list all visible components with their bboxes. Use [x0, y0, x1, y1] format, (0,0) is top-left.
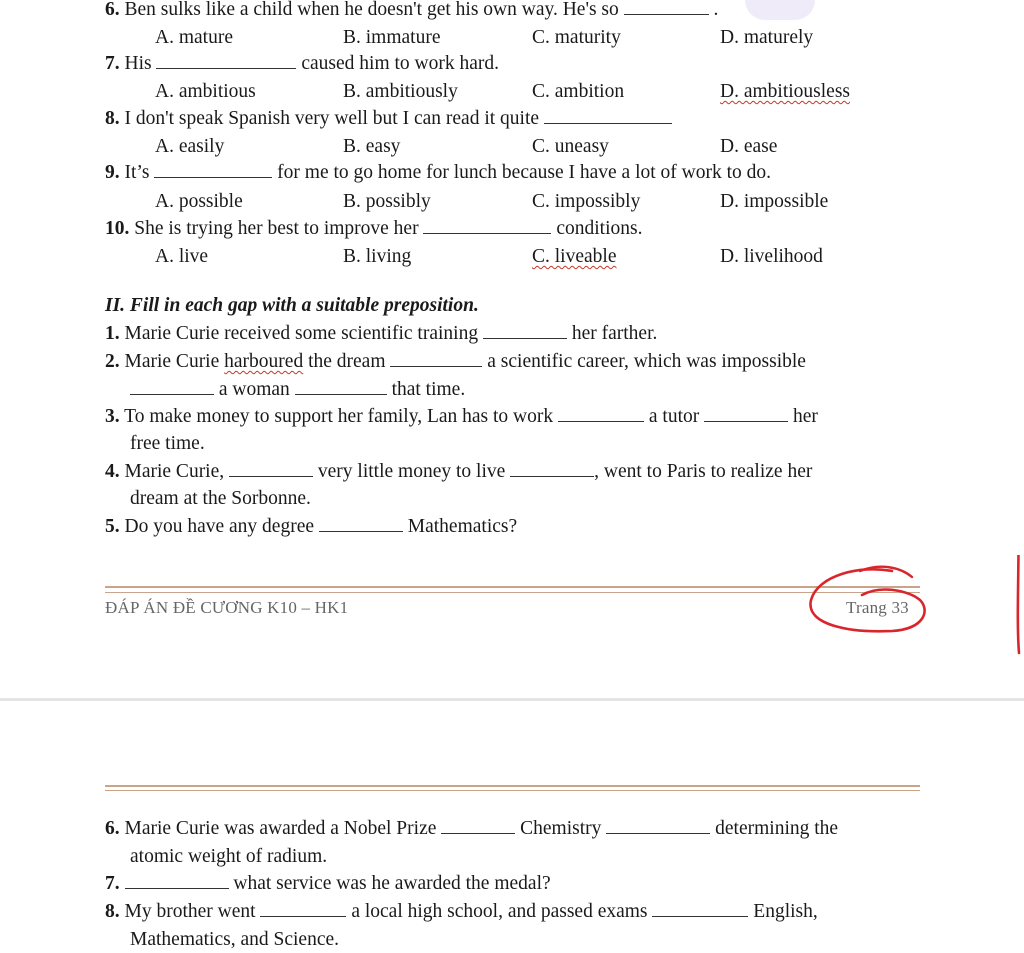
prep-question-2: [105, 350, 806, 374]
answer-blank: [544, 107, 672, 124]
prep-question-4: [105, 460, 812, 484]
option-b: B. possibly: [343, 191, 431, 212]
question-7: [105, 52, 499, 76]
option-c: C. ambition: [532, 81, 625, 102]
option-b: B. immature: [343, 27, 441, 48]
option-d: D. impossible: [720, 191, 829, 212]
answer-blank: [319, 515, 403, 532]
answer-blank: [156, 52, 296, 69]
header-rule: [105, 785, 920, 787]
question-number: 7.: [105, 873, 120, 894]
question-text-a: My brother went: [124, 901, 256, 922]
question-text-post: conditions.: [556, 218, 643, 239]
answer-blank: [295, 378, 387, 395]
answer-blank: [154, 161, 272, 178]
question-text-e: a woman: [218, 379, 290, 400]
footer-rule: [105, 586, 920, 588]
question-text-b: a local high school, and passed exams: [351, 901, 648, 922]
question-text: I don't speak Spanish very well but I can read it quite: [124, 108, 540, 129]
question-text-b: a tutor: [648, 406, 700, 427]
answer-blank: [390, 350, 482, 367]
highlight-smear: [745, 0, 815, 20]
question-text-a: what service was he awarded the medal?: [233, 873, 551, 894]
question-text-pre: She is trying her best to improve her: [134, 218, 419, 239]
question-text-pre: It’s: [124, 162, 150, 183]
answer-blank: [606, 817, 710, 834]
question-text-d: a scientific career, which was impossible: [487, 351, 806, 372]
option-b: B. easy: [343, 136, 401, 157]
answer-blank: [229, 460, 313, 477]
question-end: .: [713, 0, 719, 20]
question-number: 10.: [105, 218, 130, 239]
option-b: B. ambitiously: [343, 81, 458, 102]
question-number: 2.: [105, 351, 120, 372]
prep-question-1: [105, 322, 657, 346]
question-number: 4.: [105, 461, 120, 482]
option-d: D. livelihood: [720, 246, 823, 267]
option-a: A. ambitious: [155, 81, 256, 102]
question-number: 7.: [105, 53, 120, 74]
answer-blank: [130, 378, 214, 395]
prep-question-6: [105, 817, 838, 841]
prep-question-3: [105, 405, 818, 429]
question-text-post: caused him to work hard.: [301, 53, 500, 74]
option-c: C. maturity: [532, 27, 621, 48]
question-text-c: the dream: [308, 351, 386, 372]
answer-blank: [704, 405, 788, 422]
question-text: Ben sulks like a child when he doesn't get his own way. He's so: [124, 0, 619, 20]
question-text-a: To make money to support her family, Lan has to work: [124, 406, 554, 427]
prep-question-8-cont: Mathematics, and Science.: [130, 929, 340, 950]
question-text-pre: His: [124, 53, 152, 74]
option-d: D. ease: [720, 136, 778, 157]
question-number: 6.: [105, 818, 120, 839]
question-text-post: for me to go home for lunch because I have a lot of work to do.: [277, 162, 772, 183]
question-6: [105, 0, 718, 22]
option-c: C. uneasy: [532, 136, 609, 157]
answer-blank: [125, 872, 229, 889]
option-d: D. maturely: [720, 27, 814, 48]
option-c: C. impossibly: [532, 191, 641, 212]
option-d: D. ambitiousless: [720, 81, 850, 102]
prep-question-7: [105, 872, 551, 896]
answer-blank: [483, 322, 567, 339]
question-text-a: Marie Curie was awarded a Nobel Prize: [124, 818, 437, 839]
question-text-c: determining the: [715, 818, 839, 839]
question-text-post: her farther.: [571, 323, 658, 344]
question-text-pre: Marie Curie received some scientific training: [124, 323, 479, 344]
footer-title: ĐÁP ÁN ĐỀ CƯƠNG K10 – HK1: [105, 598, 349, 617]
question-text-c: her: [793, 406, 818, 427]
question-number: 5.: [105, 516, 120, 537]
question-number: 6.: [105, 0, 120, 20]
answer-blank: [510, 460, 594, 477]
answer-blank: [624, 0, 709, 15]
question-text-c: English,: [753, 901, 818, 922]
prep-question-6-cont: atomic weight of radium.: [130, 846, 328, 867]
question-number: 9.: [105, 162, 120, 183]
question-text-b: Mathematics?: [407, 516, 518, 537]
question-text-b: Chemistry: [520, 818, 602, 839]
header-rule-thin: [105, 790, 920, 791]
footer-rule-thin: [105, 592, 920, 593]
option-a: A. live: [155, 246, 209, 267]
answer-blank: [423, 217, 551, 234]
prep-question-8: [105, 900, 818, 924]
answer-blank: [260, 900, 346, 917]
question-text-a: Marie Curie: [124, 351, 220, 372]
prep-question-2-cont: [130, 378, 465, 402]
pen-annotation-icon: [800, 555, 1024, 665]
question-text-a: Do you have any degree: [124, 516, 315, 537]
question-text-b: very little money to live: [317, 461, 506, 482]
option-a: A. possible: [155, 191, 243, 212]
question-number: 8.: [105, 901, 120, 922]
question-8: [105, 107, 672, 131]
option-a: A. mature: [155, 27, 233, 48]
prep-question-5: [105, 515, 517, 539]
question-text-a: Marie Curie,: [124, 461, 225, 482]
answer-blank: [558, 405, 644, 422]
option-b: B. living: [343, 246, 412, 267]
question-text-f: that time.: [391, 379, 466, 400]
question-number: 1.: [105, 323, 120, 344]
answer-blank: [652, 900, 748, 917]
option-a: A. easily: [155, 136, 225, 157]
prep-question-3-cont: free time.: [130, 433, 205, 454]
question-text-b: harboured: [224, 351, 304, 372]
page-number: Trang 33: [846, 598, 909, 617]
question-10: [105, 217, 642, 241]
answer-blank: [441, 817, 515, 834]
option-c: C. liveable: [532, 246, 617, 267]
question-9: [105, 161, 771, 185]
prep-question-4-cont: dream at the Sorbonne.: [130, 488, 311, 509]
question-number: 3.: [105, 406, 120, 427]
question-number: 8.: [105, 108, 120, 129]
question-text-c: , went to Paris to realize her: [594, 461, 813, 482]
section-heading: II. Fill in each gap with a suitable preposition.: [105, 295, 479, 316]
page-break: [0, 698, 1024, 701]
